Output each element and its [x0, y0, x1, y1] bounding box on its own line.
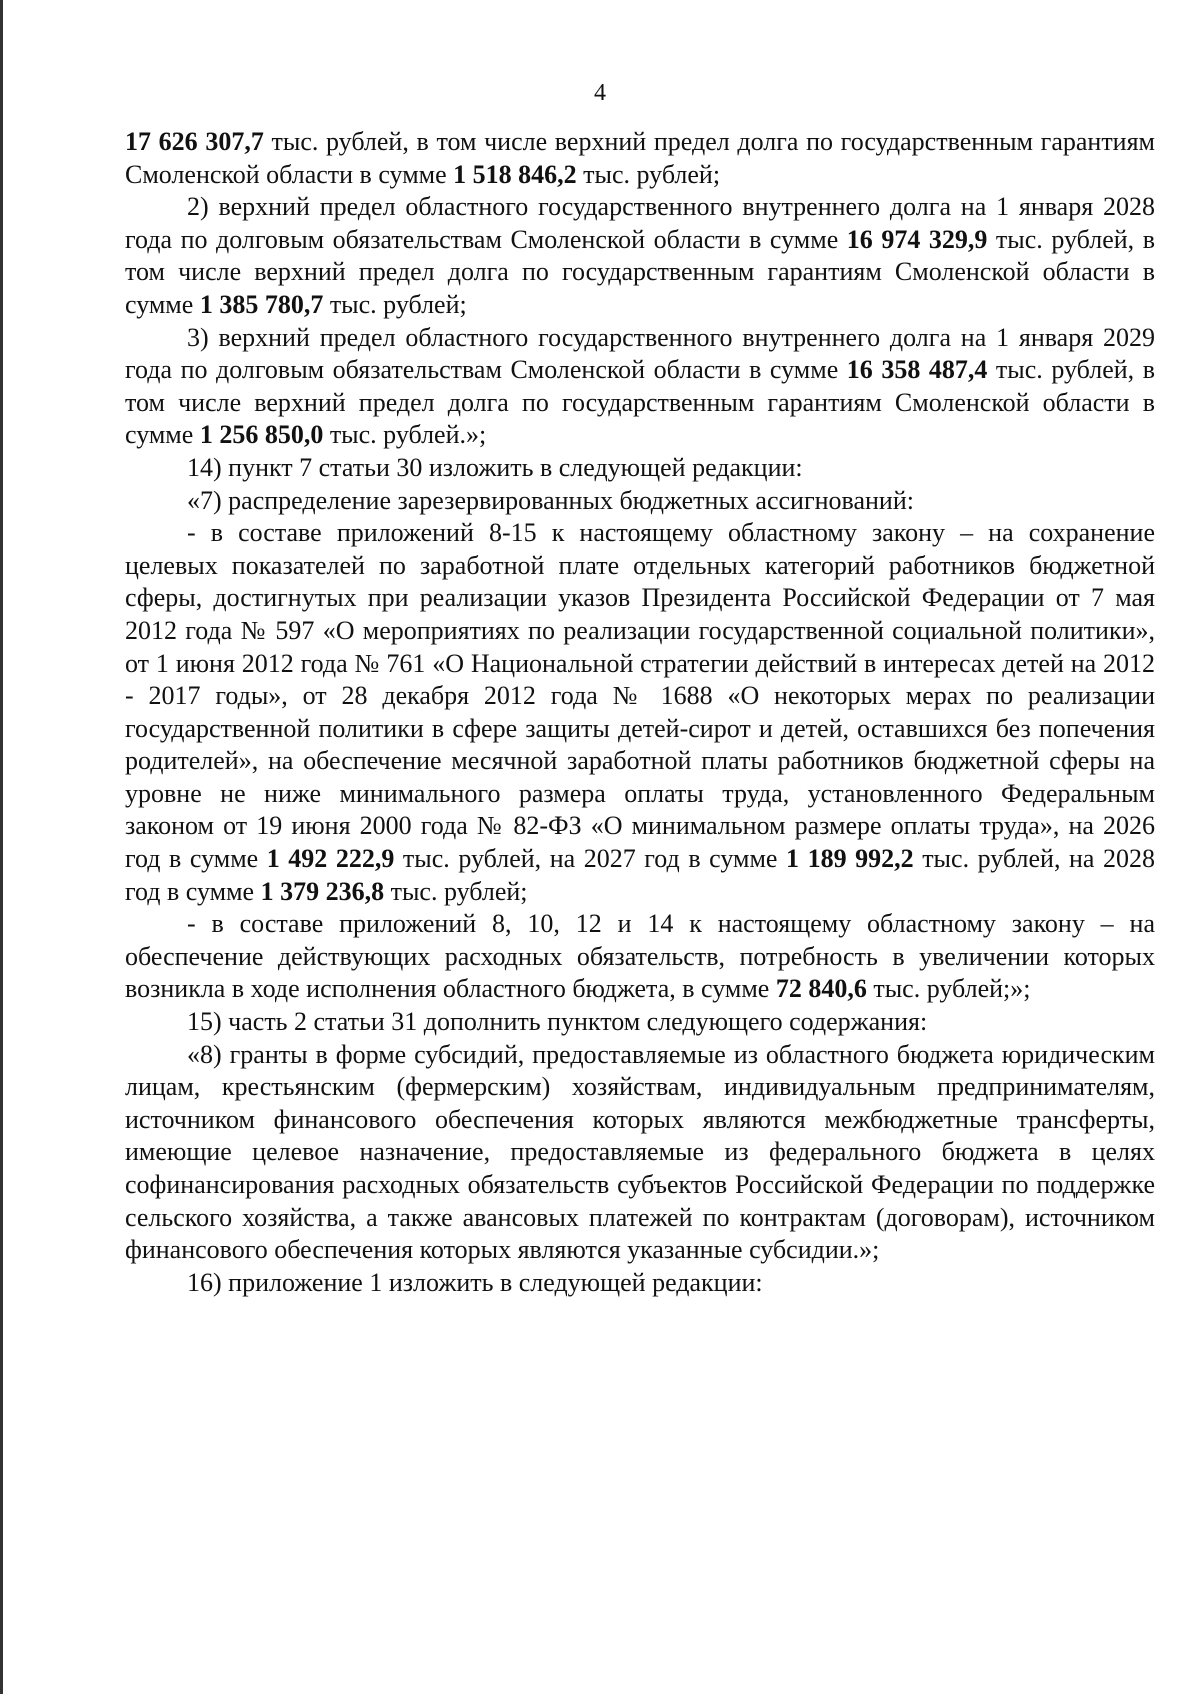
text-run: тыс. рублей; [323, 289, 467, 319]
text-run: тыс. рублей, в том числе верхний предел долга по государственным гарантиям Смоленской области в сумме [125, 127, 1156, 189]
paragraph-p8 [125, 1006, 1155, 1039]
paragraph-p1 [125, 126, 1155, 191]
text-run: - в составе приложений 8-15 к настоящему областному закону – на сохранение целевых показателей по заработной плате отдельных категорий работников бюджетной сферы, достигнутых при реализации указов Президента Российской Федерации от 7 мая 2012 года № 597 «О мероприятиях по реализации государственной социальной политики», от 1 июня 2012 года № 761 «О Национальной стратегии действий в интересах детей на 2012 - 2017 годы», от 28 декабря 2012 года № 1688 «О некоторых мерах по реализации государственной политики в сфере защиты детей-сирот и детей, оставшихся без попечения родителей», на обеспечение месячной заработной платы работников бюджетной сферы на уровне не ниже минимального размера оплаты труда, установленного Федеральным законом от 19 июня 2000 года № 82-ФЗ «О минимальном размере оплаты труда», на 2026 год в сумме [125, 518, 1155, 874]
paragraph-p3 [125, 322, 1155, 452]
amount-bold: 1 256 850,0 [199, 420, 324, 450]
amount-bold: 1 385 780,7 [199, 289, 324, 319]
amount-bold: 17 626 307,7 [125, 127, 264, 156]
text-run: 15) часть 2 статьи 31 дополнить пунктом следующего содержания: [187, 1007, 928, 1037]
text-run: 16) приложение 1 изложить в следующей редакции: [187, 1267, 763, 1297]
document-body [125, 126, 1155, 1299]
text-run: тыс. рублей, на 2028 год в сумме [125, 844, 1156, 906]
amount-bold: 1 189 992,2 [786, 844, 914, 874]
paragraph-p9 [125, 1039, 1155, 1267]
scan-edge [0, 0, 3, 1694]
amount-bold: 16 358 487,4 [846, 355, 988, 385]
text-run: тыс. рублей; [384, 876, 528, 906]
paragraph-p6 [125, 517, 1155, 908]
paragraph-p2 [125, 191, 1155, 321]
text-run: тыс. рублей;»; [866, 974, 1031, 1004]
paragraph-p7 [125, 908, 1155, 1006]
paragraph-p4 [125, 452, 1155, 485]
text-run: 14) пункт 7 статьи 30 изложить в следующей редакции: [187, 452, 803, 482]
paragraph-p5 [125, 485, 1155, 518]
text-run: 2) верхний предел областного государственного внутреннего долга на 1 января 2028 года по долговым обязательствам Смоленской области в сумме [125, 192, 1155, 254]
text-run: тыс. рублей, в том числе верхний предел долга по государственным гарантиям Смоленской области в сумме [125, 355, 1155, 450]
text-run: «8) гранты в форме субсидий, предоставляемые из областного бюджета юридическим лицам, крестьянским (фермерским) хозяйствам, индивидуальным предпринимателям, источником финансового обеспечения которых являются межбюджетные трансферты, имеющие целевое назначение, предоставляемые из федерального бюджета в целях софинансирования расходных обязательств субъектов Российской Федерации по поддержке сельского хозяйства, а также авансовых платежей по контрактам (договорам), источником финансового обеспечения которых являются указанные субсидии.»; [125, 1039, 1155, 1265]
text-run: тыс. рублей.»; [323, 420, 487, 450]
text-run: тыс. рублей; [576, 159, 721, 189]
text-run: - в составе приложений 8, 10, 12 и 14 к настоящему областному закону – на обеспечение действующих расходных обязательств, потребность в увеличении которых возникла в ходе исполнения областного бюджета, в сумме [125, 909, 1155, 1004]
amount-bold: 72 840,6 [775, 974, 867, 1004]
text-run: «7) распределение зарезервированных бюджетных ассигнований: [187, 485, 914, 515]
amount-bold: 1 518 846,2 [453, 159, 577, 189]
page-number: 4 [594, 80, 606, 106]
text-run: тыс. рублей, на 2027 год в сумме [394, 844, 787, 874]
paragraph-p10 [125, 1267, 1155, 1300]
text-run: тыс. рублей, в том числе верхний предел долга по государственным гарантиям Смоленской области в сумме [125, 224, 1155, 319]
amount-bold: 16 974 329,9 [846, 224, 988, 254]
text-run: 3) верхний предел областного государственного внутреннего долга на 1 января 2029 года по долговым обязательствам Смоленской области в сумме [125, 322, 1155, 385]
amount-bold: 1 492 222,9 [266, 844, 395, 874]
amount-bold: 1 379 236,8 [260, 876, 385, 906]
